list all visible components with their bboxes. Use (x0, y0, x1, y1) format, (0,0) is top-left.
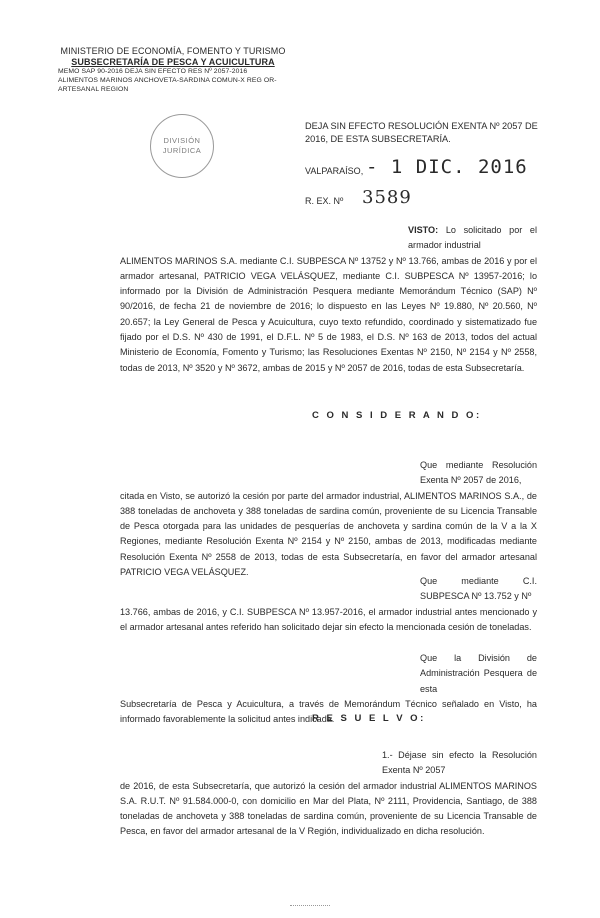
resuelvo-p1-lead: 1.- Déjase sin efecto la Resolución Exenta Nº 2057 (382, 750, 537, 776)
resolution-number: 3589 (362, 187, 412, 208)
reference-summary: DEJA SIN EFECTO RESOLUCIÓN EXENTA Nº 2057 DE 2016, DE ESTA SUBSECRETARÍA. (305, 121, 538, 144)
resuelvo-heading: R E S U E L V O: (312, 713, 426, 724)
rex-label: R. EX. Nº (305, 196, 344, 206)
considerando-p1-body: citada en Visto, se autorizó la cesión por parte del armador industrial, ALIMENTOS MARINOS S.A., de 388 toneladas de anchoveta y 388 toneladas de sardina común, proveniente de su Licencia Transable de Pesca otorgada para las unidades de pesquerías de anchoveta y sardina común de la V a la X Regiones, mediante Resolución Exenta Nº 2154 y Nº 2150, ambas de 2013, modificadas mediante Resolución Exenta Nº 2558 de 2013, todas de esta Subsecretaría, en favor del armador artesanal PATRICIO VEGA VELÁSQUEZ. (120, 490, 537, 578)
division-juridica-stamp (150, 114, 214, 178)
considerando-p2-body: 13.766, ambas de 2016, y C.I. SUBPESCA Nº 13.957-2016, el armador industrial antes mencionado y el armador artesanal antes referido han solicitado dejar sin efecto la mencionada cesión de toneladas. (120, 606, 537, 632)
subsecretaria-name: SUBSECRETARÍA DE PESCA Y ACUICULTURA (71, 56, 275, 67)
considerando-paragraph-1 (120, 458, 537, 580)
visto-lead-line (120, 223, 537, 254)
considerando-p3-body: Subsecretaría de Pesca y Acuicultura, a través de Memorándum Técnico señalado en Visto, ha informado favorablemente la solicitud antes indicada. (120, 698, 537, 725)
subject-line-1: ALIMENTOS MARINOS ANCHOVETA-SARDINA COMUN-X REG OR- (58, 77, 277, 84)
considerando-p2-lead: Que mediante C.I. SUBPESCA Nº 13.752 y Nº (420, 576, 537, 602)
memo-line: MEMO SAP 90-2016 DEJA SIN EFECTO RES Nº 2057-2016 (58, 68, 248, 75)
visto-section (120, 223, 537, 376)
considerando-heading: C O N S I D E R A N D O: (312, 410, 482, 421)
letterhead (58, 46, 288, 94)
footer-dotted-mark (290, 905, 330, 906)
place-label: VALPARAÍSO, (305, 166, 364, 176)
visto-lead-text: Lo solicitado por el armador industrial (408, 225, 538, 251)
visto-label: VISTO: (408, 225, 439, 235)
stamp-line-1: DIVISIÓN (163, 136, 201, 145)
ministry-name: MINISTERIO DE ECONOMÍA, FOMENTO Y TURISMO (60, 46, 286, 56)
considerando-p3-lead: Que la División de Administración Pesquera de esta (420, 653, 537, 694)
resuelvo-p1-body: de 2016, de esta Subsecretaría, que autorizó la cesión del armador industrial ALIMENTOS MARINOS S.A. R.U.T. Nº 91.584.000-0, con domicilio en Mar del Plata, Nº 2111, Providencia, Santiago, de 388 toneladas de anchoveta y 388 toneladas de sardina común, proveniente de su Licencia Transable de Pesca, en favor del armador artesanal de la V Región, individualizado en dicha resolución. (120, 780, 537, 837)
considerando-paragraph-2 (120, 574, 537, 635)
considerando-p1-lead: Que mediante Resolución Exenta Nº 2057 de 2016, (420, 460, 537, 486)
date-stamp: - 1 DIC. 2016 (366, 156, 528, 178)
resuelvo-paragraph-1 (120, 748, 537, 840)
subject-line-2: ARTESANAL REGION (58, 86, 129, 93)
stamp-line-2: JURÍDICA (162, 146, 202, 155)
visto-body: ALIMENTOS MARINOS S.A. mediante C.I. SUBPESCA Nº 13752 y Nº 13.766, ambas de 2016 y por el armador artesanal, PATRICIO VEGA VELÁSQUEZ, mediante C.I. SUBPESCA Nº 13957-2016; lo informado por la División de Administración Pesquera mediante Memorándum Técnico (SAP) Nº 90/2016, de fecha 21 de noviembre de 2016; lo dispuesto en las Leyes Nº 19.880, Nº 20.560, Nº 20.657; la Ley General de Pesca y Acuicultura, cuyo texto refundido, coordinado y sistematizado fue fijado por el D.S. Nº 430 de 1991, el D.F.L. Nº 5 de 1983, el D.S. Nº 163 de 2013, todos del actual Ministerio de Economía, Fomento y Turismo; las Resoluciones Exentas Nº 2150, Nº 2154 y Nº 2558, todas de 2013, Nº 3520 y Nº 3672, ambas de 2015 y Nº 2057 de 2016, todas de esta Subsecretaría. (120, 255, 537, 373)
